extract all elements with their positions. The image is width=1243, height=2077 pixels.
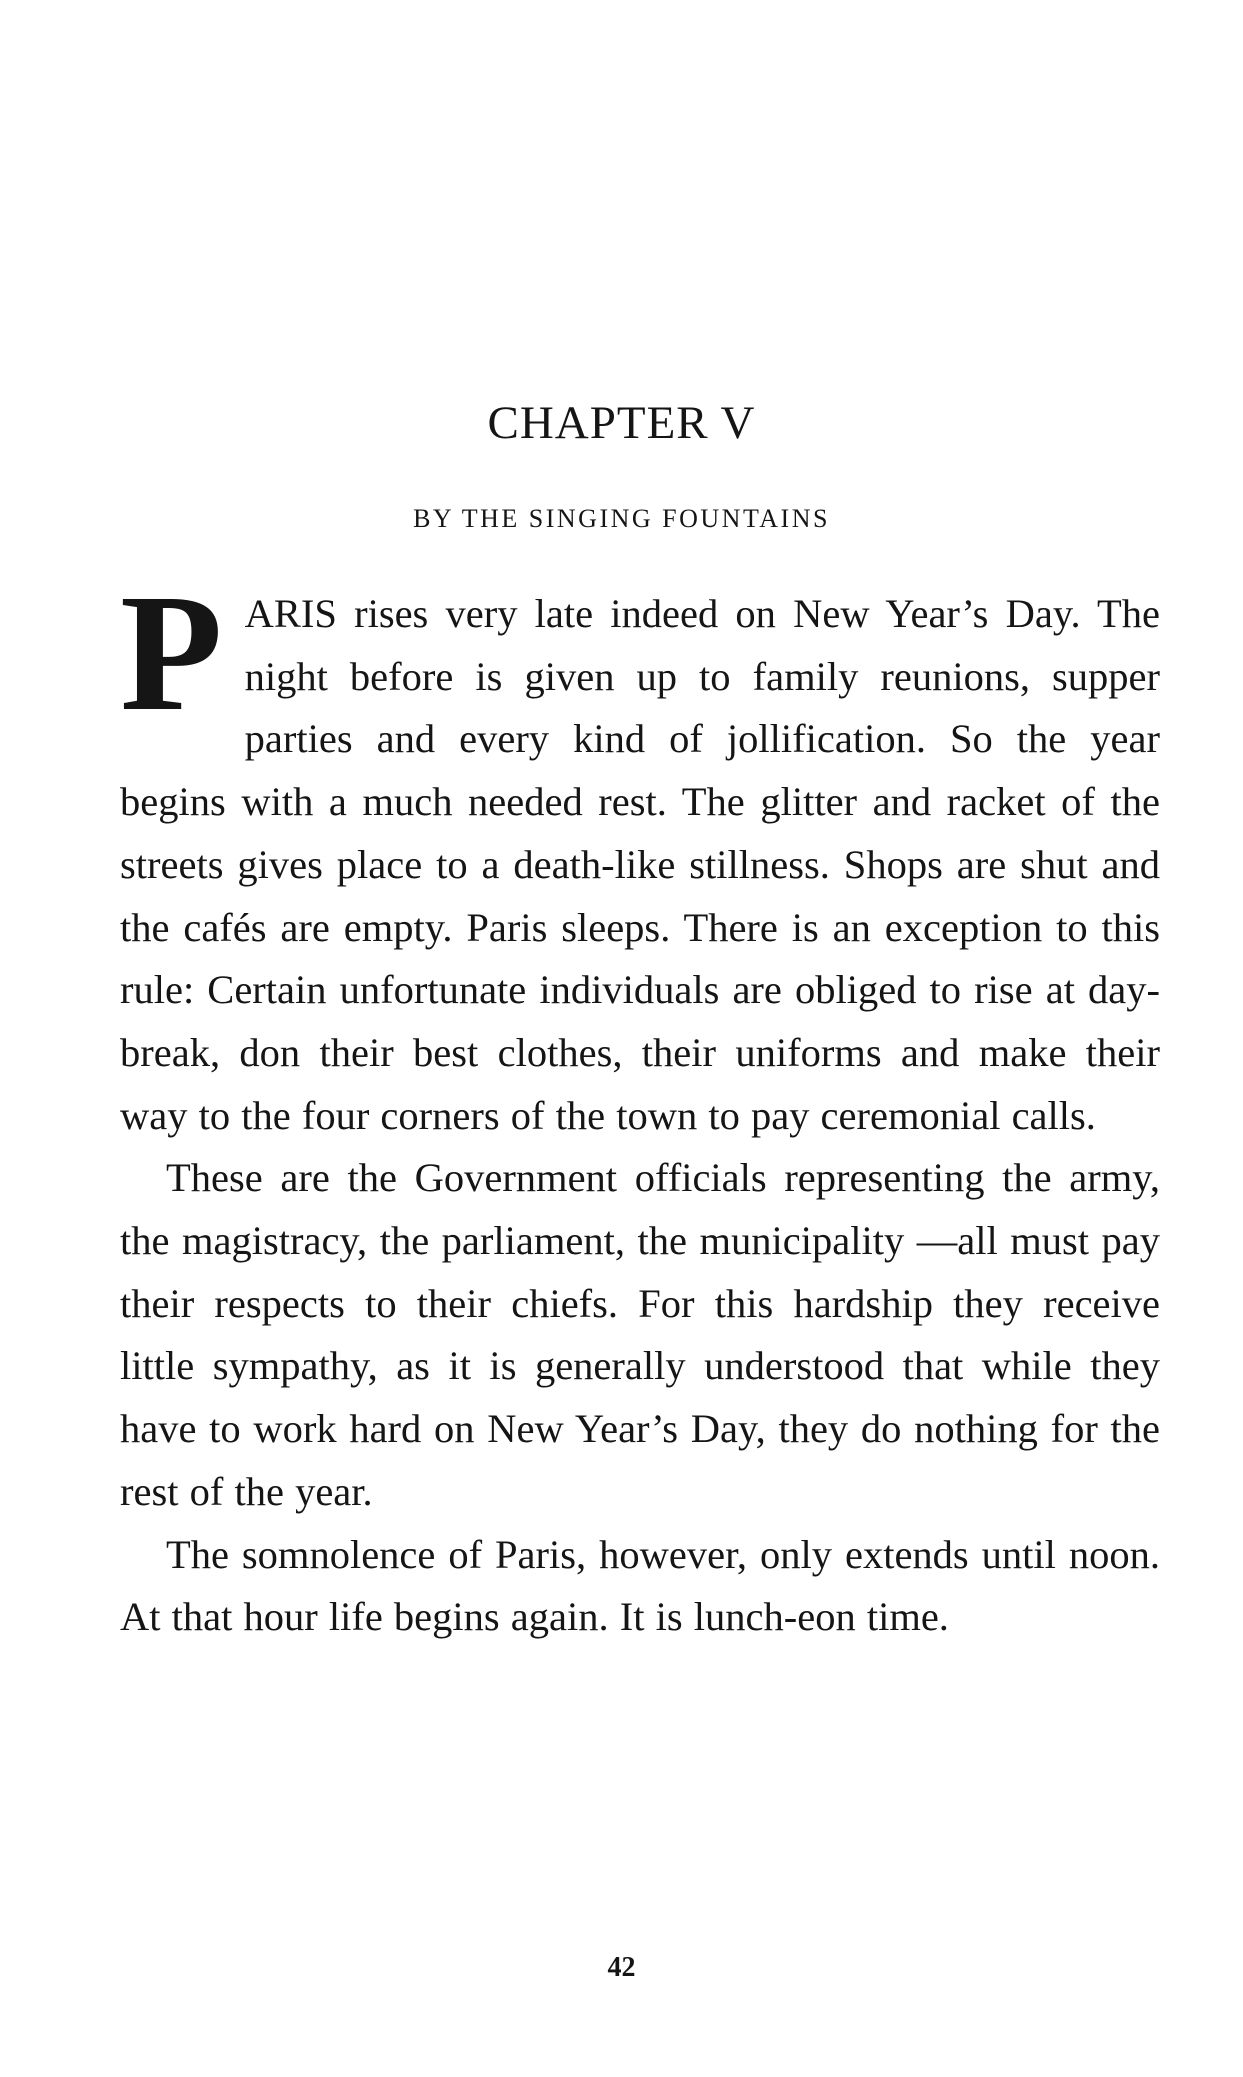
chapter-subtitle: BY THE SINGING FOUNTAINS — [413, 504, 830, 533]
paragraph-2: These are the Government officials representing the army, the magistracy, the parliament, the municipality —all must pay their respects to their chiefs. For this hardship they receive little sympathy, as it is generally understood that while they have to work hard on New Year’s Day, they do nothing for the rest of the year. — [120, 1155, 1160, 1514]
drop-cap: P — [120, 560, 223, 746]
chapter-title: CHAPTER V — [487, 397, 756, 449]
paragraph-1 — [120, 560, 1160, 1147]
paragraph-3: The somnolence of Paris, however, only extends until noon. At that hour life begins again. It is lunch-eon time. — [120, 1531, 1160, 1640]
paragraph-1-text: ARIS rises very late indeed on New Year’s Day. The night before is given up to family reunions, supper parties and every kind of jollification. So the year begins with a much needed rest. The glitter and racket of the streets gives place to a death-like stillness. Shops are shut and the cafés are empty. Paris sleeps. There is an exception to this rule: Certain unfortunate individuals are obliged to rise at day-break, don their best clothes, their uniforms and make their way to the four corners of the town to pay ceremonial calls. — [120, 591, 1160, 1138]
page-number: 42 — [607, 1952, 636, 1983]
chapter-body — [120, 560, 1160, 1649]
